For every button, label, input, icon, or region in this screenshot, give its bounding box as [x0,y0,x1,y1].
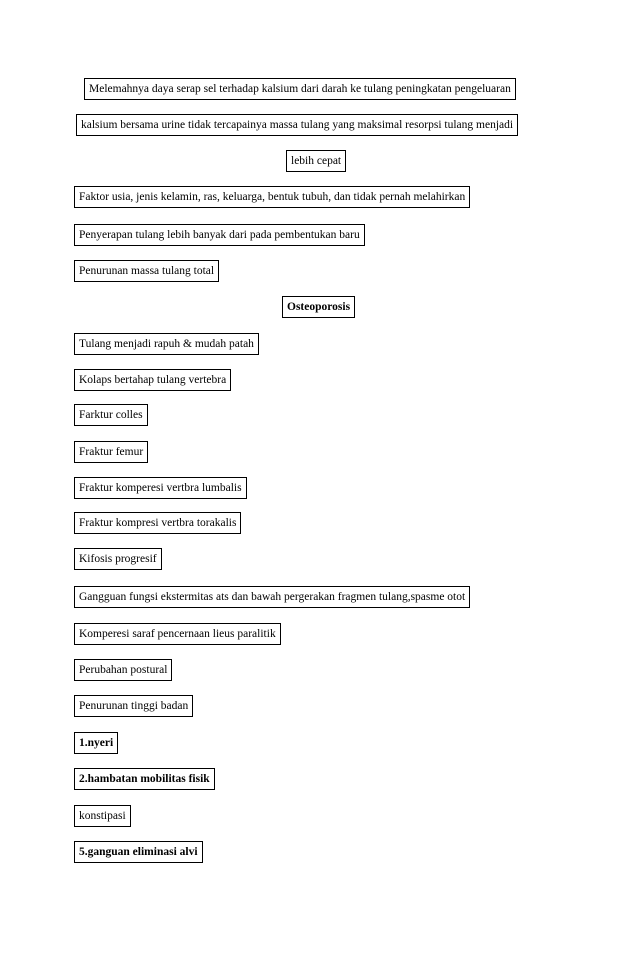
effect-box-colles-fracture: Farktur colles [74,404,148,426]
effect-box-lumbar-compression-fracture: Fraktur komperesi vertbra lumbalis [74,477,247,499]
effect-box-paralytic-ileus: Komperesi saraf pencernaan lieus paralitik [74,623,281,645]
diagnosis-box-impaired-mobility: 2.hambatan mobilitas fisik [74,768,215,790]
central-node-osteoporosis: Osteoporosis [282,296,355,318]
cause-box-resorption-faster: lebih cepat [286,150,346,172]
cause-box-calcium-excretion: kalsium bersama urine tidak tercapainya massa tulang yang maksimal resorpsi tulang menjadi [76,114,518,136]
cause-box-bone-mass-decrease: Penurunan massa tulang total [74,260,219,282]
effect-box-thoracic-compression-fracture: Fraktur kompresi vertbra torakalis [74,512,241,534]
effect-box-postural-change: Perubahan postural [74,659,172,681]
cause-box-calcium-absorption: Melemahnya daya serap sel terhadap kalsium dari darah ke tulang peningkatan pengeluaran [84,78,516,100]
cause-box-risk-factors: Faktor usia, jenis kelamin, ras, keluarga, bentuk tubuh, dan tidak pernah melahirkan [74,186,470,208]
effect-box-femur-fracture: Fraktur femur [74,441,148,463]
cause-box-bone-resorption: Penyerapan tulang lebih banyak dari pada pembentukan baru [74,224,365,246]
diagnosis-box-pain: 1.nyeri [74,732,118,754]
effect-box-progressive-kyphosis: Kifosis progresif [74,548,162,570]
effect-box-vertebra-collapse: Kolaps bertahap tulang vertebra [74,369,231,391]
effect-box-extremity-dysfunction: Gangguan fungsi ekstermitas ats dan bawah pergerakan fragmen tulang,spasme otot [74,586,470,608]
effect-box-height-decrease: Penurunan tinggi badan [74,695,193,717]
diagnosis-box-constipation: konstipasi [74,805,131,827]
effect-box-fragile-bones: Tulang menjadi rapuh & mudah patah [74,333,259,355]
diagnosis-box-bowel-elimination: 5.ganguan eliminasi alvi [74,841,203,863]
